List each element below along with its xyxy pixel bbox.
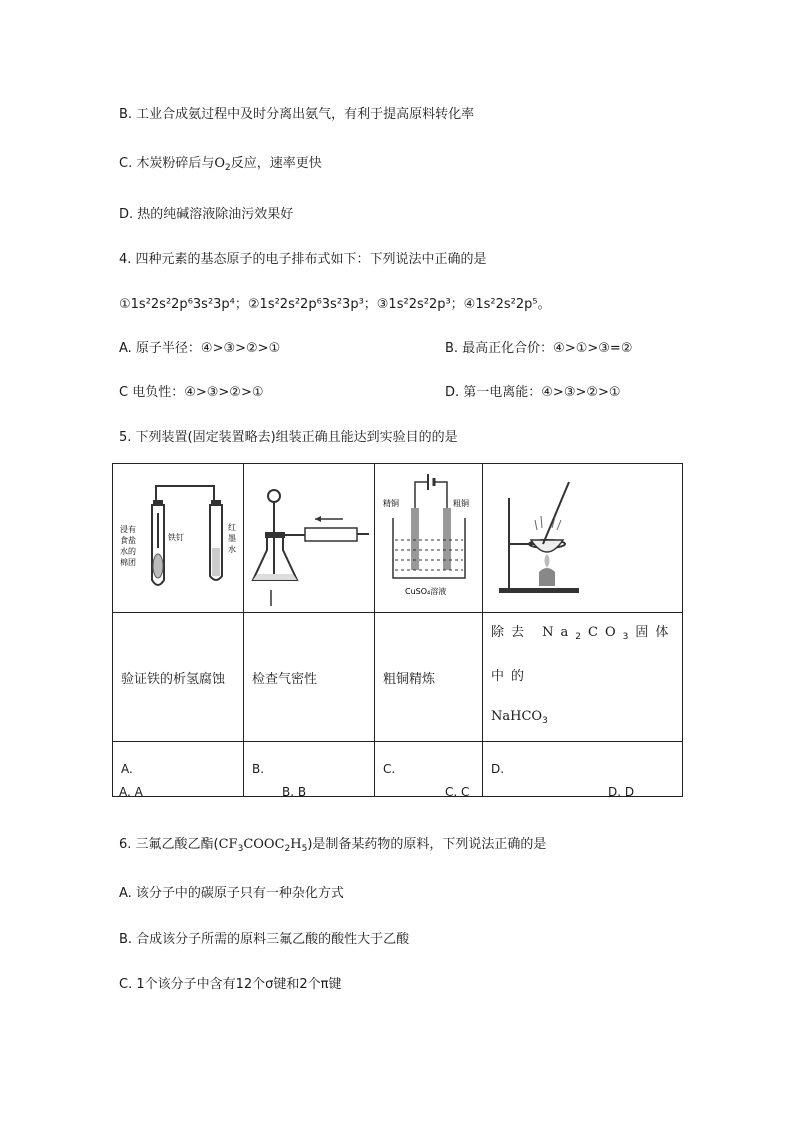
- q6-formula-cf-sub: 3: [237, 844, 244, 854]
- q6-option-c: C. 1个该分子中含有12个σ键和2个π键: [119, 977, 342, 992]
- stopper-left: [153, 500, 163, 506]
- description-d-line-2: [491, 697, 682, 741]
- label-crude-copper: 粗铜: [452, 499, 469, 508]
- label-cotton-3: 水的: [119, 547, 136, 556]
- q6-stem-post: )是制备某药物的原料，下列说法正确的是: [307, 837, 547, 852]
- label-pure-copper: 精铜: [382, 499, 399, 508]
- formula-na-sub: 2: [575, 632, 589, 642]
- red-ink: [212, 548, 220, 576]
- q6-formula-cf: CF: [218, 837, 238, 852]
- q6-option-a: A. 该分子中的碳原子只有一种杂化方式: [119, 886, 344, 901]
- funnel-bulb: [268, 490, 280, 502]
- option-label-c: C.: [375, 742, 483, 797]
- q6-formula-cooc-sub: 2: [284, 844, 291, 854]
- syringe-barrel: [305, 528, 357, 541]
- answer-c: C. C: [445, 785, 470, 799]
- evaporating-dish: [531, 540, 563, 552]
- apparatus-b-cell: [244, 464, 375, 613]
- q5-stem: 5. 下列装置(固定装置略去)组装正确且能达到实验目的的是: [119, 430, 458, 445]
- corrosion-apparatus-diagram: [116, 468, 241, 608]
- apparatus-a-cell: [113, 464, 244, 613]
- q6-stem-pre: 6. 三氟乙酸乙酯(: [119, 837, 219, 852]
- q3-option-c-post: 反应，速率更快: [230, 156, 322, 171]
- description-d: [483, 613, 683, 742]
- flask-stopper: [265, 532, 285, 538]
- q3-option-c: [119, 152, 322, 173]
- description-b: 检查气密性: [244, 613, 375, 742]
- flask-liquid: [253, 574, 297, 580]
- airtightness-apparatus-diagram: [247, 468, 372, 608]
- wire-left: [415, 482, 427, 508]
- pure-copper-electrode: [411, 508, 419, 570]
- alcohol-lamp: [539, 568, 555, 586]
- beaker: [393, 518, 465, 578]
- q3-formula-o-sub: 2: [225, 163, 231, 173]
- q6-formula-h-sub: 5: [301, 844, 308, 854]
- label-cuso4-solution: CuSO₄溶液: [404, 587, 446, 596]
- stand-base: [499, 588, 579, 593]
- q4-option-d: D. 第一电离能：④>③>②>①: [445, 385, 621, 400]
- cotton-ball: [153, 554, 163, 578]
- q6-stem: [119, 833, 546, 854]
- heating-apparatus-diagram: [485, 468, 681, 608]
- label-ink-2: 墨: [227, 534, 236, 543]
- q3-option-c-pre: C. 木炭粉碎后与: [119, 156, 215, 171]
- apparatus-d-cell: [483, 464, 683, 613]
- option-label-a: A.: [113, 742, 244, 797]
- option-label-d: D.: [483, 742, 683, 797]
- label-ink-1: 红: [227, 523, 236, 532]
- glass-rod: [543, 482, 569, 544]
- formula-co-sub: 3: [622, 632, 636, 642]
- description-c: 粗铜精炼: [375, 613, 483, 742]
- stopper-right: [211, 500, 221, 506]
- q4-stem: 4. 四种元素的基态原子的电子排布式如下：下列说法中正确的是: [119, 252, 487, 267]
- formula-co: CO: [588, 625, 623, 640]
- flame: [544, 554, 549, 568]
- q3-option-b: B. 工业合成氨过程中及时分离出氨气，有利于提高原料转化率: [119, 107, 475, 122]
- description-d-line-1: [491, 613, 682, 697]
- answer-a: A. A: [119, 785, 143, 799]
- label-cotton-4: 棉团: [119, 558, 136, 567]
- label-cotton-1: 浸有: [119, 525, 136, 534]
- description-d-middle: 固体中的: [491, 625, 676, 684]
- answer-b: B. B: [282, 785, 307, 799]
- description-d-prefix: 除去: [491, 625, 532, 640]
- description-a: 验证铁的析氢腐蚀: [113, 613, 244, 742]
- formula-nahco-sub: 3: [542, 716, 548, 726]
- formula-nahco: NaHCO: [491, 709, 543, 724]
- apparatus-table: [112, 463, 683, 797]
- solution-level-lines: [395, 540, 463, 570]
- wire-right: [435, 482, 447, 508]
- q6-formula-cooc: COOC: [243, 837, 285, 852]
- crude-copper-electrode: [443, 508, 451, 570]
- label-nail: 铁钉: [167, 533, 184, 542]
- label-cotton-2: 食盐: [119, 536, 136, 545]
- answer-d: D. D: [608, 785, 635, 799]
- q6-option-b: B. 合成该分子所需的原料三氟乙酸的酸性大于乙酸: [119, 932, 410, 947]
- arrow-head: [315, 516, 321, 522]
- q4-option-c: C 电负性：④>③>②>①: [119, 385, 264, 400]
- q3-formula-o: O: [214, 156, 226, 171]
- option-label-b: B.: [244, 742, 375, 797]
- formula-na: Na: [542, 625, 576, 640]
- label-ink-3: 水: [227, 545, 236, 554]
- q4-configurations: ①1s²2s²2p⁶3s²3p⁴；②1s²2s²2p⁶3s²3p³；③1s²2s²2p³；④1s²2s²2p⁵。: [119, 297, 551, 312]
- q4-option-b: B. 最高正化合价：④>①>③=②: [445, 341, 633, 356]
- electrolysis-apparatus-diagram: [377, 468, 481, 608]
- splatter-marks: [535, 516, 561, 530]
- apparatus-c-cell: [375, 464, 483, 613]
- q4-option-a: A. 原子半径：④>③>②>①: [119, 341, 281, 356]
- q3-option-d: D. 热的纯碱溶液除油污效果好: [119, 207, 294, 222]
- q6-formula-h: H: [290, 837, 302, 852]
